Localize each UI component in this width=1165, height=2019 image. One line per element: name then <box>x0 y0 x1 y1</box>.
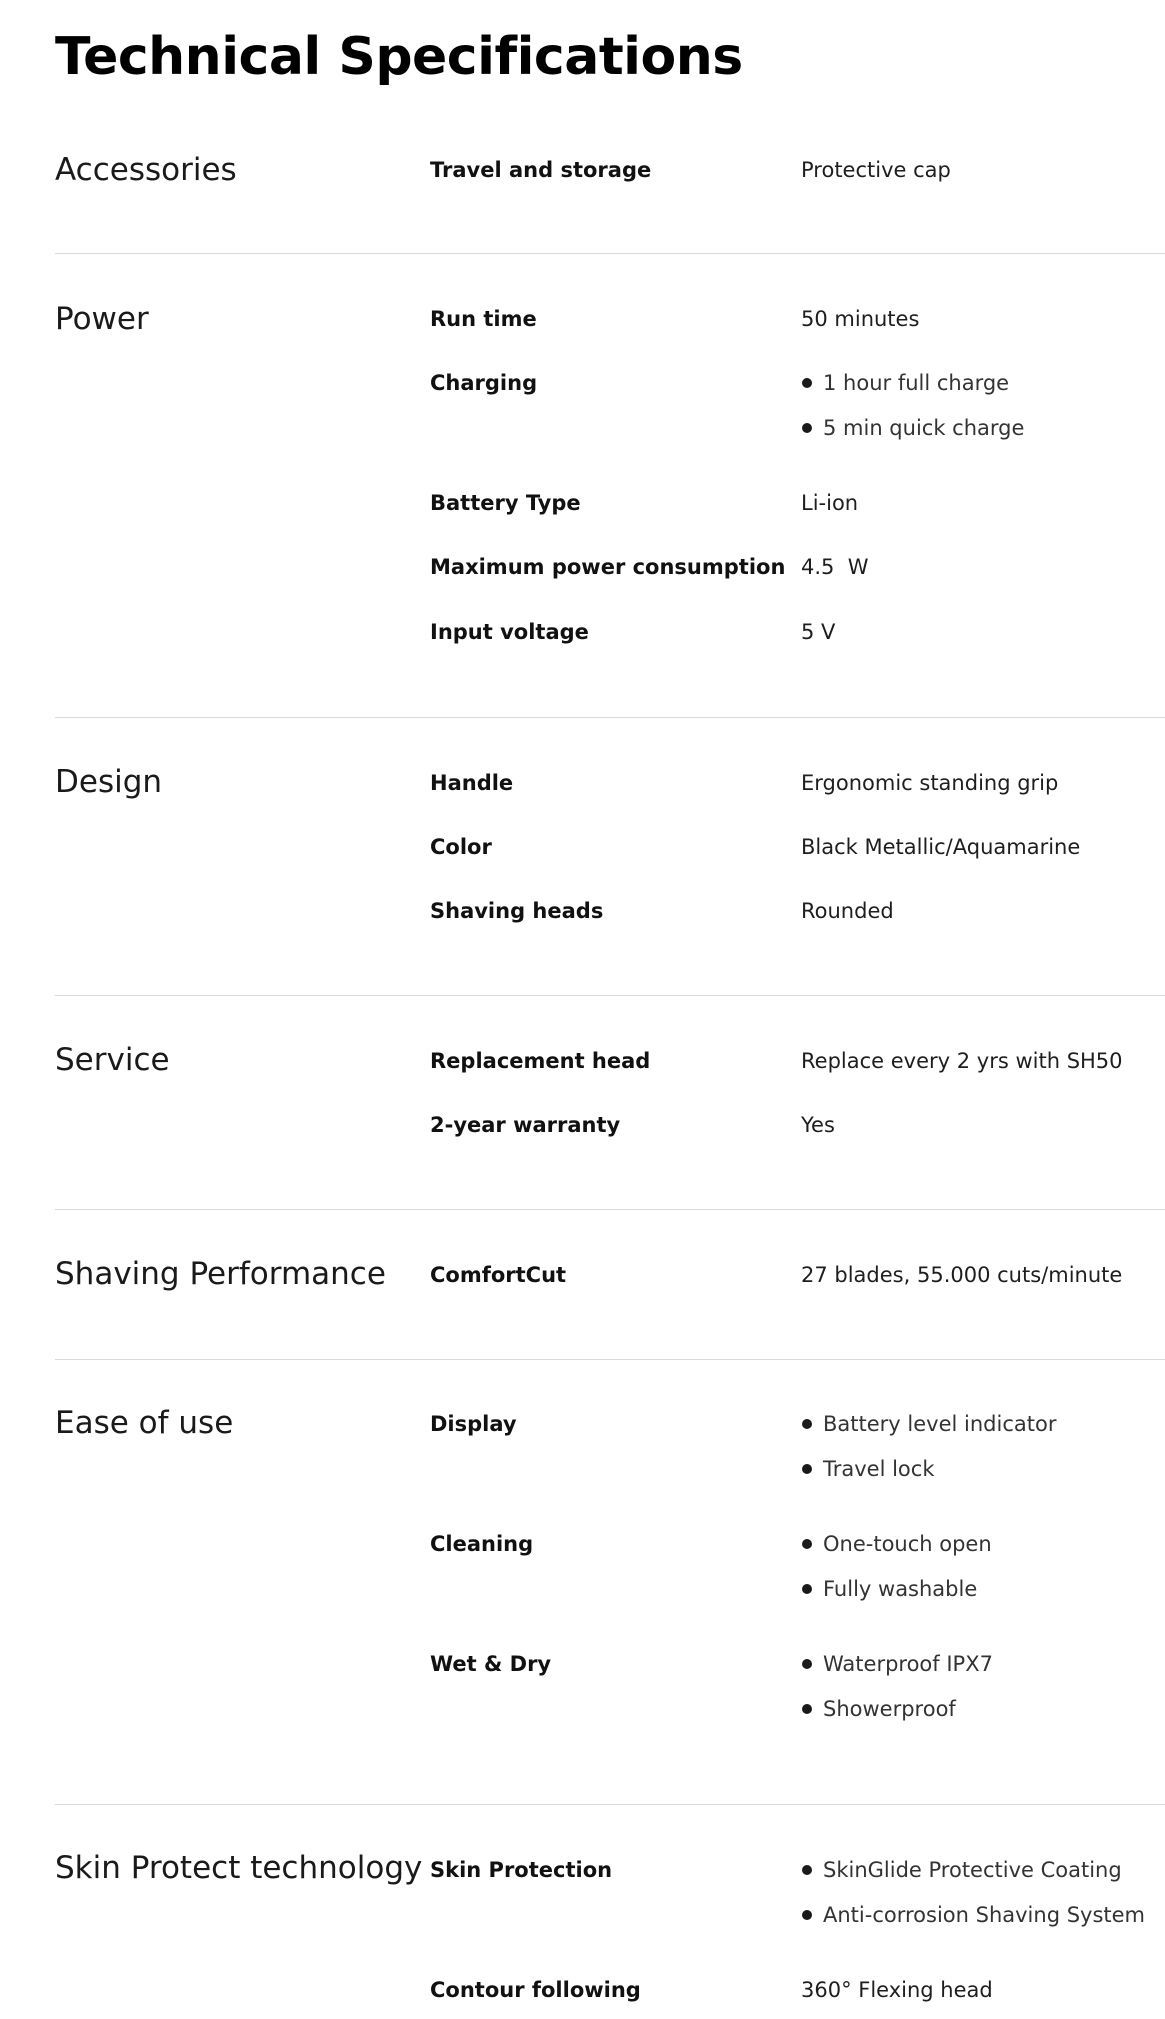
list-item <box>801 1899 1145 1944</box>
section-divider <box>55 1209 1165 1210</box>
spec-value: 360° Flexing head <box>801 1978 993 2002</box>
section-title: Ease of use <box>55 1405 234 1441</box>
section-divider <box>55 253 1165 254</box>
bullet-icon <box>802 1910 812 1920</box>
spec-value-list <box>801 1528 992 1618</box>
spec-label: Replacement head <box>430 1049 651 1073</box>
list-item-text: Waterproof IPX7 <box>823 1652 993 1676</box>
list-item-text: 5 min quick charge <box>823 416 1025 440</box>
section-divider <box>55 995 1165 996</box>
section-divider <box>55 1359 1165 1360</box>
spec-value: Ergonomic standing grip <box>801 771 1059 795</box>
spec-label: Color <box>430 835 492 859</box>
spec-value: 5 V <box>801 620 836 644</box>
list-item-text: One-touch open <box>823 1532 992 1556</box>
section-title: Accessories <box>55 152 237 188</box>
spec-label: Display <box>430 1412 517 1436</box>
page-title: Technical Specifications <box>55 27 743 87</box>
spec-label: ComfortCut <box>430 1263 567 1287</box>
list-item-text: 1 hour full charge <box>823 371 1010 395</box>
spec-label: Contour following <box>430 1978 641 2002</box>
section-title: Design <box>55 764 163 800</box>
spec-value: 27 blades, 55.000 cuts/minute <box>801 1263 1123 1287</box>
list-item <box>801 367 1024 412</box>
list-item <box>801 1408 1056 1453</box>
section-divider <box>55 1804 1165 1805</box>
section-title: Service <box>55 1042 170 1078</box>
spec-label: Run time <box>430 307 537 331</box>
spec-label: Wet & Dry <box>430 1652 552 1676</box>
list-item-text: SkinGlide Protective Coating <box>823 1858 1122 1882</box>
spec-value: Yes <box>801 1113 835 1137</box>
bullet-icon <box>802 1419 812 1429</box>
spec-label: Battery Type <box>430 491 581 515</box>
spec-value-list <box>801 1408 1056 1498</box>
list-item <box>801 1528 992 1573</box>
bullet-icon <box>802 378 812 388</box>
bullet-icon <box>802 423 812 433</box>
bullet-icon <box>802 1659 812 1669</box>
spec-label: Travel and storage <box>430 158 652 182</box>
bullet-icon <box>802 1464 812 1474</box>
spec-label: Cleaning <box>430 1532 534 1556</box>
spec-value: 4.5 W <box>801 555 869 579</box>
spec-value: Black Metallic/Aquamarine <box>801 835 1081 859</box>
spec-value: Replace every 2 yrs with SH50 <box>801 1049 1123 1073</box>
list-item <box>801 1648 993 1693</box>
spec-label: 2-year warranty <box>430 1113 621 1137</box>
section-title: Shaving Performance <box>55 1256 386 1292</box>
spec-value-list <box>801 1648 993 1738</box>
section-title: Power <box>55 301 149 337</box>
bullet-icon <box>802 1865 812 1875</box>
spec-value-list <box>801 1854 1145 1944</box>
spec-value-list <box>801 367 1024 457</box>
section-title: Skin Protect technology <box>55 1850 423 1886</box>
list-item-text: Fully washable <box>823 1577 978 1601</box>
spec-label: Maximum power consumption <box>430 555 786 579</box>
list-item <box>801 1693 993 1738</box>
list-item-text: Anti-corrosion Shaving System <box>823 1903 1146 1927</box>
section-divider <box>55 717 1165 718</box>
list-item <box>801 1854 1145 1899</box>
spec-value: Li-ion <box>801 491 859 515</box>
bullet-icon <box>802 1704 812 1714</box>
bullet-icon <box>802 1539 812 1549</box>
list-item-text: Travel lock <box>823 1457 935 1481</box>
list-item <box>801 412 1024 457</box>
list-item <box>801 1453 1056 1498</box>
spec-value: Protective cap <box>801 158 951 182</box>
spec-label: Input voltage <box>430 620 589 644</box>
bullet-icon <box>802 1584 812 1594</box>
list-item <box>801 1573 992 1618</box>
spec-label: Shaving heads <box>430 899 604 923</box>
list-item-text: Showerproof <box>823 1697 956 1721</box>
spec-label: Skin Protection <box>430 1858 613 1882</box>
spec-label: Charging <box>430 371 538 395</box>
spec-value: Rounded <box>801 899 894 923</box>
spec-label: Handle <box>430 771 514 795</box>
list-item-text: Battery level indicator <box>823 1412 1057 1436</box>
spec-value: 50 minutes <box>801 307 920 331</box>
